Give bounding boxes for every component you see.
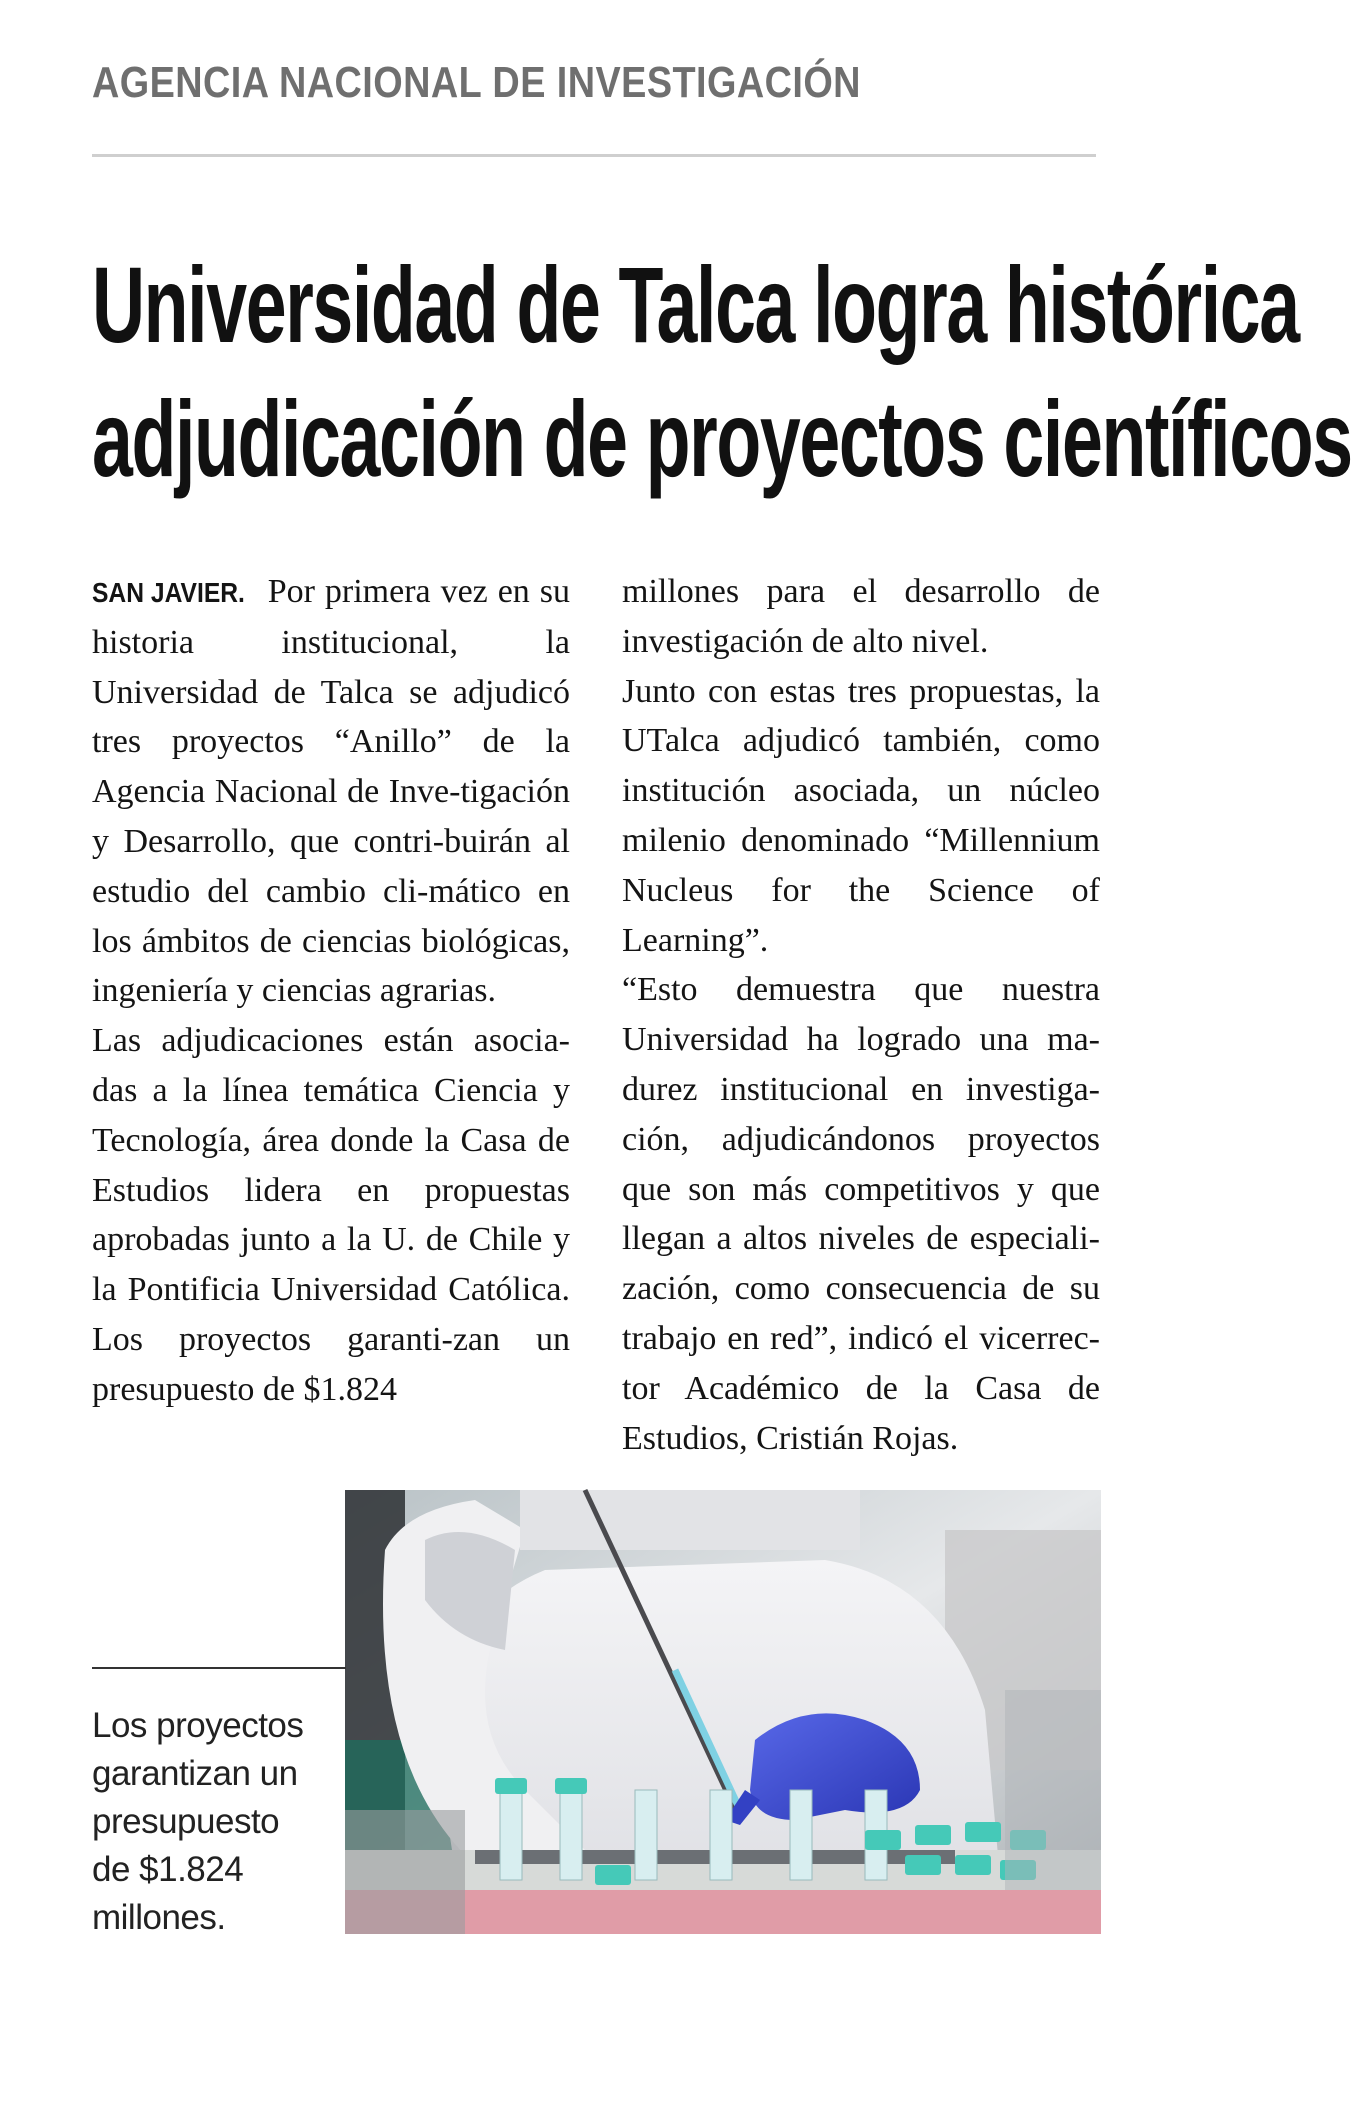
section-divider: [92, 154, 1096, 157]
caption-line: millones.: [92, 1898, 226, 1937]
article-paragraph: “Esto demuestra que nuestra Universidad ha logrado una ma-durez institucional en investiga-ción, adjudicándonos proyectos que son más competitivos y que llegan a altos niveles de especiali-zación, como consecuencia de su trabajo en red”, indicó el vicerrec-tor Académico de la Casa de Estudios, Cristián Rojas.: [622, 971, 1100, 1457]
lab-scientist-image: [345, 1490, 1101, 1934]
section-label: AGENCIA NACIONAL DE INVESTIGACIÓN: [92, 58, 861, 107]
dateline: SAN JAVIER.: [92, 577, 245, 608]
article-paragraph: millones para el desarrollo de investigación de alto nivel.: [622, 573, 1100, 660]
caption-divider: [92, 1667, 346, 1669]
headline-line-1: Universidad de Talca logra histórica: [92, 244, 1299, 365]
caption-line: garantizan un: [92, 1754, 298, 1793]
article-column-left: [92, 567, 570, 1415]
lab-photo: [345, 1490, 1101, 1934]
caption-line: de $1.824: [92, 1850, 244, 1889]
caption-line: Los proyectos: [92, 1706, 304, 1745]
article-headline: [92, 238, 1352, 506]
caption-line: presupuesto: [92, 1802, 280, 1841]
photo-caption: [92, 1702, 337, 1942]
article-paragraph: Junto con estas tres propuestas, la UTalca adjudicó también, como institución asociada, un núcleo milenio denominado “Millennium Nucleus for the Science of Learning”.: [622, 672, 1100, 959]
headline-line-2: adjudicación de proyectos científicos: [92, 378, 1352, 499]
article-column-right: [622, 567, 1100, 1463]
paragraph-text: Por primera vez en su historia institucional, la Universidad de Talca se adjudicó tres proyectos “Anillo” de la Agencia Nacional de Inve-tigación y Desarrollo, que contri-buirán al estudio del cambio cli-mático en los ámbitos de ciencias biológicas, ingeniería y ciencias agrarias.: [92, 573, 570, 1010]
article-paragraph: Las adjudicaciones están asocia-das a la línea temática Ciencia y Tecnología, área donde la Casa de Estudios lidera en propuestas aprobadas junto a la U. de Chile y la Pontificia Universidad Católica. Los proyectos garanti-zan un presupuesto de $1.824: [92, 1022, 570, 1408]
article-paragraph: [92, 567, 570, 1016]
